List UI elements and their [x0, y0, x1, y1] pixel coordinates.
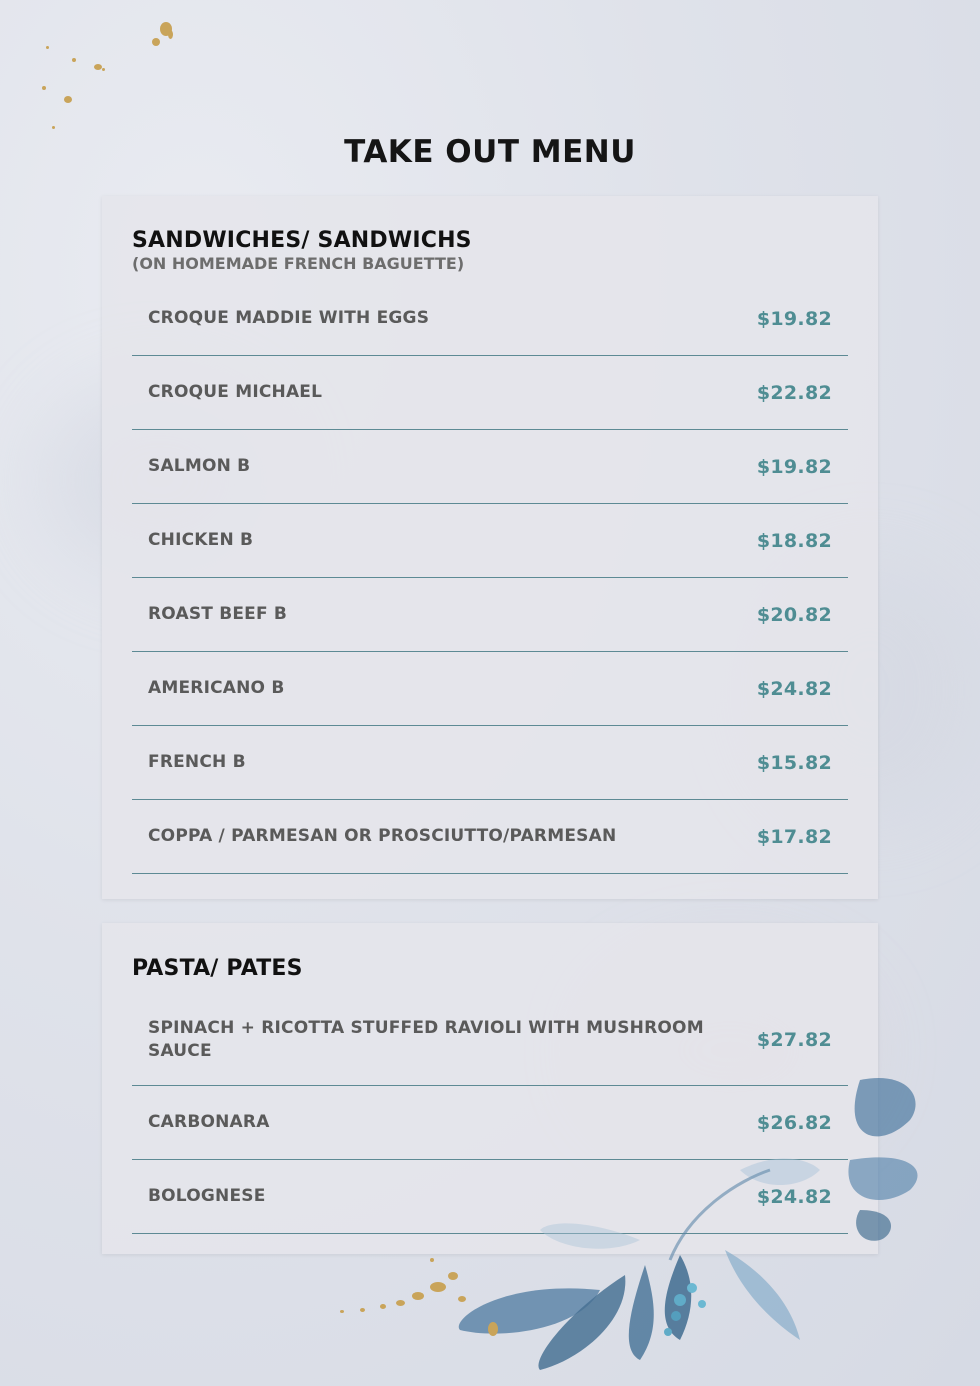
item-name: AMERICANO B	[148, 678, 285, 698]
section-title: PASTA/ PATES	[132, 956, 303, 981]
menu-item	[132, 726, 848, 800]
item-name: SALMON B	[148, 456, 251, 476]
section-sandwiches	[102, 196, 878, 899]
item-name: ROAST BEEF B	[148, 604, 288, 624]
item-price: $26.82	[756, 1111, 832, 1134]
item-name: CROQUE MADDIE WITH EGGS	[148, 308, 430, 328]
item-name: CROQUE MICHAEL	[148, 382, 323, 402]
menu-item	[132, 652, 848, 726]
item-price: $15.82	[756, 751, 832, 774]
item-price: $18.82	[756, 529, 832, 552]
item-name: FRENCH B	[148, 752, 246, 772]
item-price: $20.82	[756, 603, 832, 626]
item-name: CARBONARA	[148, 1112, 270, 1132]
item-price: $24.82	[756, 677, 832, 700]
menu-item	[132, 282, 848, 356]
item-name: SPINACH + RICOTTA STUFFED RAVIOLI WITH MUSHROOM SAUCE	[148, 1017, 704, 1061]
menu-title: TAKE OUT MENU	[344, 134, 636, 170]
section-subtitle: (ON HOMEMADE FRENCH BAGUETTE)	[132, 254, 465, 273]
sandwich-list	[132, 282, 848, 874]
item-price: $19.82	[756, 455, 832, 478]
item-price: $17.82	[756, 825, 832, 848]
item-price: $22.82	[756, 381, 832, 404]
item-name: BOLOGNESE	[148, 1186, 266, 1206]
menu-item	[132, 578, 848, 652]
item-name: CHICKEN B	[148, 530, 254, 550]
menu-item	[132, 430, 848, 504]
item-price: $19.82	[756, 307, 832, 330]
section-title: SANDWICHES/ SANDWICHS	[132, 228, 472, 253]
item-price: $24.82	[756, 1185, 832, 1208]
foliage-decoration	[440, 1060, 940, 1386]
menu-item	[132, 800, 848, 874]
menu-item	[132, 504, 848, 578]
item-price: $27.82	[756, 1028, 832, 1051]
menu-item	[132, 356, 848, 430]
item-name: COPPA / PARMESAN OR PROSCIUTTO/PARMESAN	[148, 826, 617, 846]
